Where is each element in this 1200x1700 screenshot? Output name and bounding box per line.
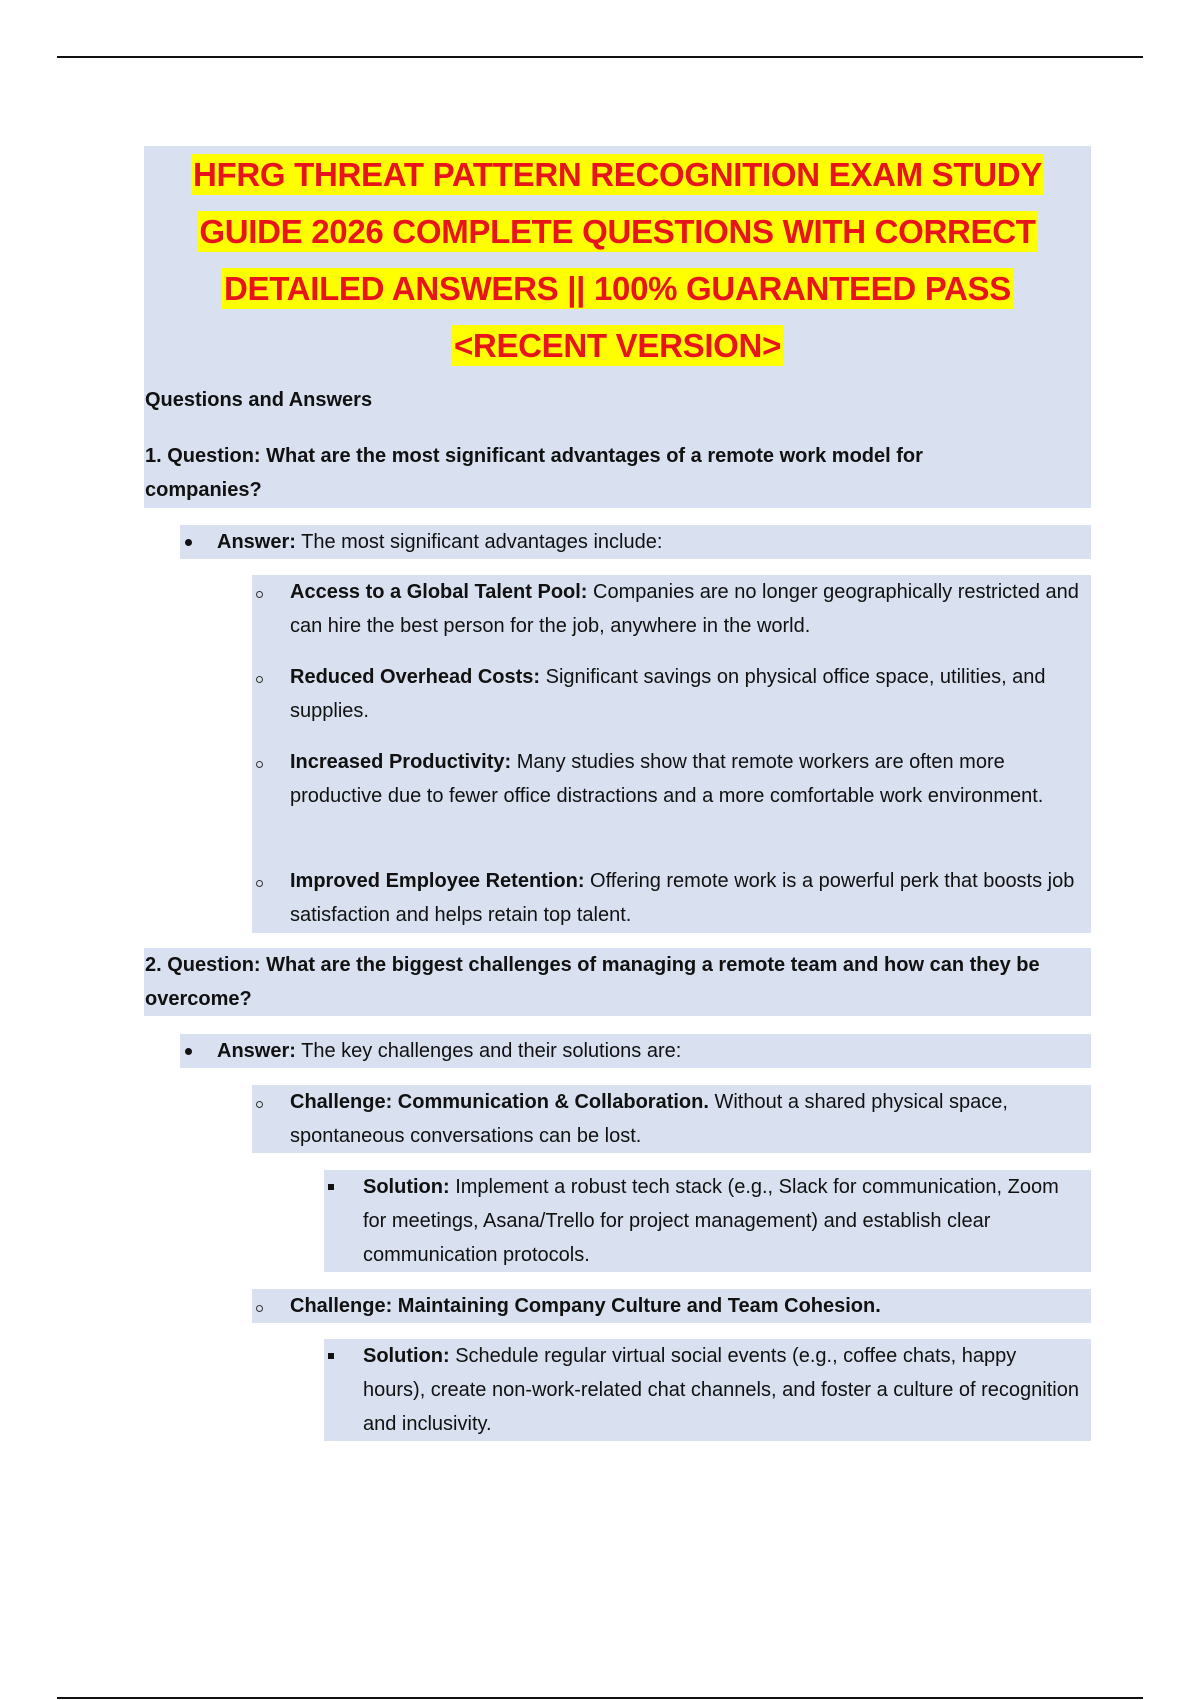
solution-text: Schedule regular virtual social events (e.g., coffee chats, happy hours), create non-work-related chat channels, and foster a culture of recognition and inclusivity. — [363, 1345, 1079, 1435]
challenge-text: Without a shared physical space, spontaneous conversations can be lost. — [290, 1091, 1008, 1147]
top-rule — [57, 56, 1143, 58]
challenge-2 — [252, 1289, 1091, 1323]
challenge-2-text — [290, 1289, 1085, 1323]
circle-bullet-icon — [256, 591, 263, 598]
solution-label: Solution: — [363, 1176, 450, 1198]
solution-2 — [324, 1339, 1091, 1441]
question-2 — [144, 948, 1091, 1016]
answer-2-row — [180, 1034, 1091, 1068]
title-line: HFRG THREAT PATTERN RECOGNITION EXAM STUDY — [192, 156, 1043, 193]
advantages-list — [252, 575, 1091, 933]
solution-text: Implement a robust tech stack (e.g., Slack for communication, Zoom for meetings, Asana/Trello for project management) and establish clear communication protocols. — [363, 1176, 1059, 1266]
section-heading: Questions and Answers — [145, 389, 373, 411]
circle-bullet-icon — [256, 761, 263, 768]
item-label: Access to a Global Talent Pool: — [290, 581, 588, 603]
title-line: GUIDE 2026 COMPLETE QUESTIONS WITH CORRECT — [199, 213, 1036, 250]
challenge-1 — [252, 1085, 1091, 1153]
answer-1-text — [217, 525, 662, 559]
circle-bullet-icon — [256, 1101, 263, 1108]
answer-1-row — [180, 525, 1091, 559]
circle-bullet-icon — [256, 1305, 263, 1312]
circle-bullet-icon — [256, 676, 263, 683]
bullet-dot-icon — [185, 1048, 192, 1055]
bullet-dot-icon — [185, 539, 192, 546]
list-item — [290, 864, 1080, 932]
answer-2-text — [217, 1034, 681, 1068]
answer-label: Answer: — [217, 531, 296, 553]
square-bullet-icon — [328, 1353, 334, 1359]
list-item — [290, 660, 1080, 728]
question-2-text: 2. Question: What are the biggest challenges of managing a remote team and how can they be overcome? — [145, 954, 1040, 1010]
list-item — [290, 575, 1080, 643]
item-label: Increased Productivity: — [290, 751, 512, 773]
item-text: Offering remote work is a powerful perk that boosts job satisfaction and helps retain top talent. — [290, 870, 1075, 926]
solution-1-text — [363, 1170, 1083, 1272]
item-text: Significant savings on physical office space, utilities, and supplies. — [290, 666, 1046, 722]
item-label: Reduced Overhead Costs: — [290, 666, 541, 688]
solution-label: Solution: — [363, 1345, 450, 1367]
list-item — [290, 745, 1080, 813]
answer-label: Answer: — [217, 1040, 296, 1062]
item-label: Improved Employee Retention: — [290, 870, 585, 892]
solution-1 — [324, 1170, 1091, 1272]
question-1: 1. Question: What are the most significant advantages of a remote work model for companies? — [145, 445, 923, 501]
solution-2-text — [363, 1339, 1083, 1441]
answer-text: The key challenges and their solutions are: — [295, 1040, 682, 1062]
item-text: Many studies show that remote workers are often more productive due to fewer office distractions and a more comfortable work environment. — [290, 751, 1044, 807]
square-bullet-icon — [328, 1184, 334, 1190]
title-block — [144, 146, 1091, 508]
challenge-label: Challenge: Maintaining Company Culture and Team Cohesion. — [290, 1295, 881, 1317]
title-line: <RECENT VERSION> — [453, 327, 782, 364]
circle-bullet-icon — [256, 880, 263, 887]
challenge-1-text — [290, 1085, 1085, 1153]
document-title — [144, 146, 1091, 374]
bottom-rule — [57, 1697, 1143, 1699]
answer-text: The most significant advantages include: — [295, 531, 663, 553]
challenge-label: Challenge: Communication & Collaboration. — [290, 1091, 709, 1113]
item-text: Companies are no longer geographically restricted and can hire the best person for the job, anywhere in the world. — [290, 581, 1079, 637]
title-line: DETAILED ANSWERS || 100% GUARANTEED PASS — [224, 270, 1011, 307]
